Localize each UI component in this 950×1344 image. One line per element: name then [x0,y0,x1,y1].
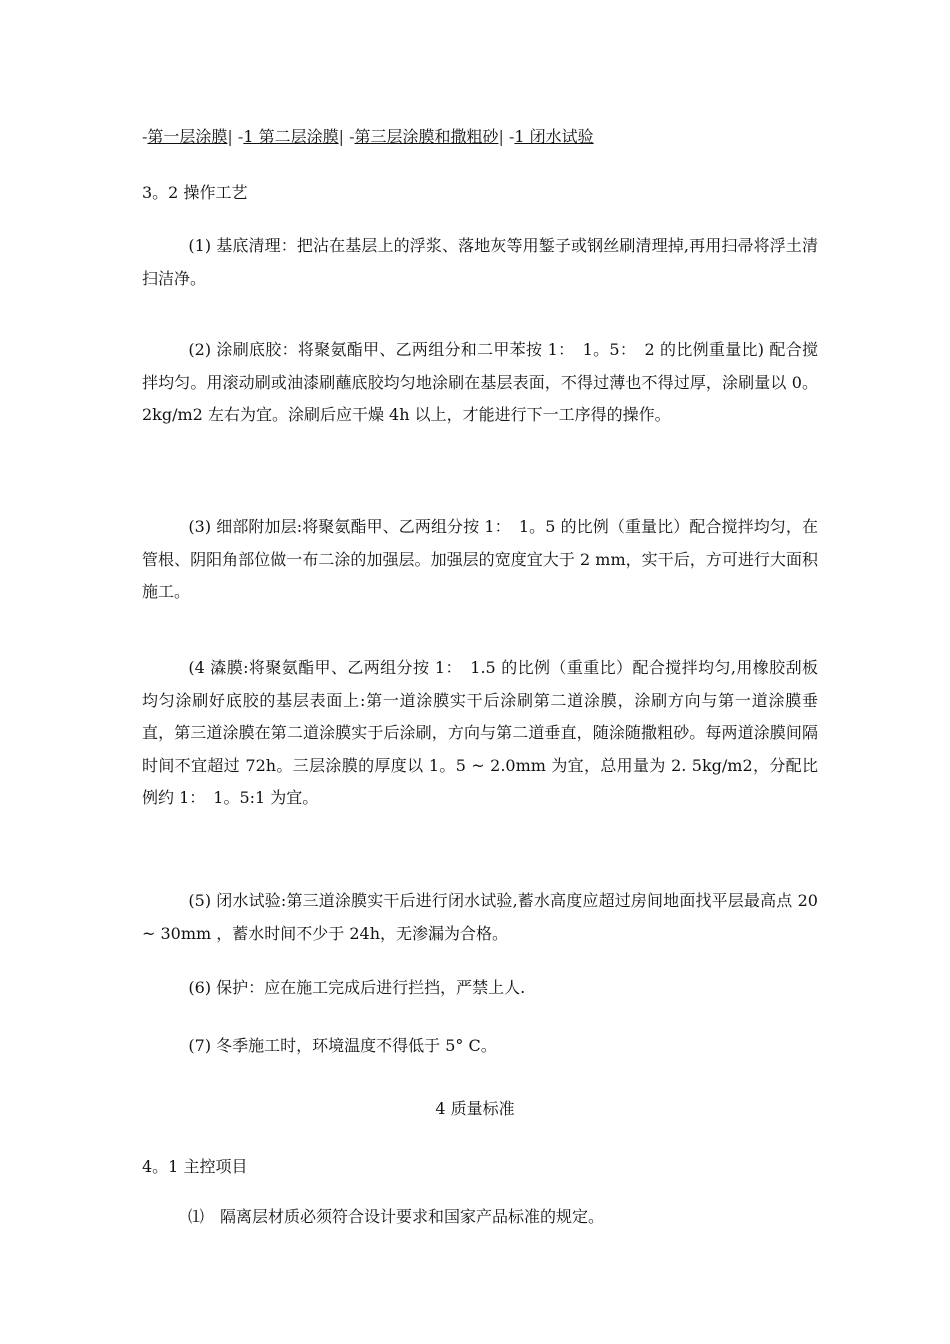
section-heading-4: 4 质量标准 [435,1099,515,1118]
paragraph-detail-layer: (3) 细部附加层:将聚氨酯甲、乙两组分按 1： 1。5 的比例（重量比）配合搅拌均匀，在管根、阴阳角部位做一布二涂的加强层。加强层的宽度宜大于 2 mm，实干后，方可进行大面积施工。 [142,517,818,601]
flow-separator-3: | - [498,127,515,146]
paragraph-base-cleaning: (1) 基底清理：把沾在基层上的浮浆、落地灰等用錾子或钢丝刷清理掉,再用扫帚将浮土清扫洁净。 [142,236,818,288]
section-heading-3-2: 3。2 操作工艺 [142,183,248,202]
flow-prefix: - [142,127,148,146]
paragraph-primer: (2) 涂刷底胶：将聚氨酯甲、乙两组分和二甲苯按 1： 1。5： 2 的比例重量比) 配合搅拌均匀。用滚动刷或油漆刷蘸底胶均匀地涂刷在基层表面，不得过薄也不得过厚，涂刷量以 0。2kg/m2 左右为宜。涂刷后应干燥 4h 以上，才能进行下一工序得的操作。 [142,340,818,424]
flow-step-4: 1 闭水试验 [514,127,594,146]
paragraph-protection: (6) 保护：应在施工完成后进行拦挡，严禁上人. [188,978,526,997]
process-flow-line [142,126,594,148]
paragraph-water-test: (5) 闭水试验:第三道涂膜实干后进行闭水试验,蓄水高度应超过房间地面找平层最高点 20 ~ 30mm ，蓄水时间不少于 24h，无渗漏为合格。 [142,891,818,943]
section-heading-4-1: 4。1 主控项目 [142,1157,248,1176]
flow-step-2: 1 第二层涂膜 [243,127,339,146]
flow-separator-2: | - [338,127,355,146]
flow-step-1: 第一层涂膜 [147,127,228,146]
flow-separator-1: | - [227,127,244,146]
flow-step-3: 第三层涂膜和撒粗砂 [354,127,499,146]
list-item: ⑴ 隔离层材质必须符合设计要求和国家产品标准的规定。 [188,1207,605,1226]
paragraph-coating: (4 潹膜:将聚氨酯甲、乙两组分按 1： 1.5 的比例（重重比）配合搅拌均匀,用橡胶刮板均匀涂刷好底胶的基层表面上:第一道涂膜实干后涂刷第二道涂膜，涂刷方向与第一道涂膜垂直，第三道涂膜在第二道涂膜实于后涂刷，方向与第二道垂直，随涂随撒粗砂。每两道涂膜间隔时间不宜超过 72h。三层涂膜的厚度以 1。5 ~ 2.0mm 为宜，总用量为 2. 5kg/m2，分配比例约 1： 1。5:1 为宜。 [142,658,818,807]
paragraph-winter: (7) 冬季施工时，环境温度不得低于 5° C。 [188,1036,497,1055]
